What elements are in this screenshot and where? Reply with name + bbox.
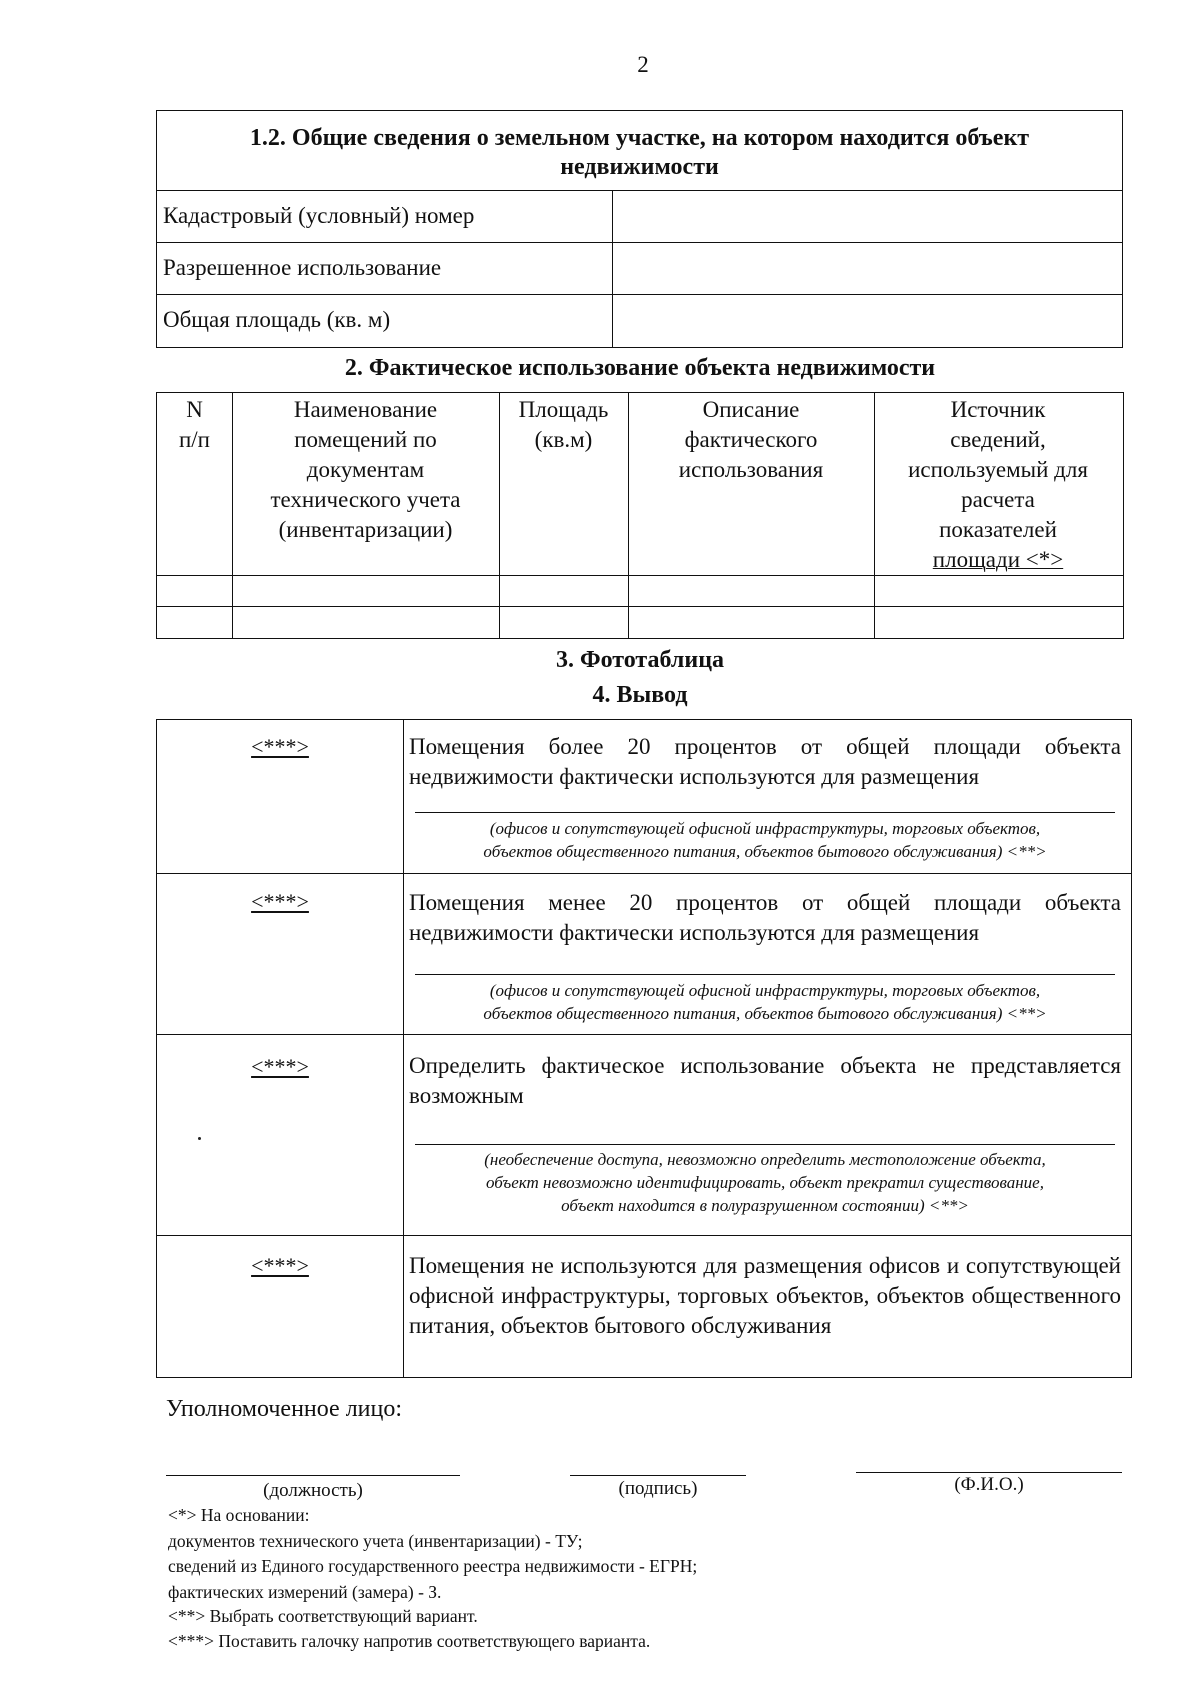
header-line: показателей (939, 517, 1057, 542)
option-text: Определить фактическое использование объекта не представляется возможным (409, 1053, 1121, 1108)
total-area-value[interactable] (612, 295, 1123, 347)
row-label: Разрешенное использование (163, 255, 442, 280)
header-line: площади <*> (932, 547, 1064, 572)
row-divider (157, 1034, 1131, 1035)
option-checkbox[interactable]: <***> (251, 889, 309, 914)
position-label: (должность) (263, 1480, 363, 1501)
scan-speck (198, 1137, 201, 1140)
header-description (628, 395, 874, 485)
header-line: п/п (178, 427, 210, 452)
section-3-title: 3. Фототаблица (555, 647, 725, 673)
footnote: <**> Выбрать соответствующий вариант. (168, 1606, 478, 1626)
row-divider (157, 606, 1123, 607)
option-checkbox[interactable]: <***> (251, 734, 309, 759)
footnote: <***> Поставить галочку напротив соответствующего варианта. (168, 1631, 651, 1651)
option-checkbox[interactable]: <***> (251, 1253, 309, 1278)
header-line: документам (306, 457, 425, 482)
title-line-2: недвижимости (560, 154, 719, 180)
row-label: Кадастровый (условный) номер (163, 203, 475, 228)
header-line: используемый для (908, 457, 1088, 482)
title-line-1: 1.2. Общие сведения о земельном участке, на котором находится объект (249, 125, 1030, 151)
option-checkbox[interactable]: <***> (251, 1054, 309, 1079)
header-line: использования (678, 457, 824, 482)
full-name-label: (Ф.И.О.) (954, 1474, 1024, 1495)
actual-use-table (156, 392, 1124, 639)
row-divider (157, 575, 1123, 576)
authorized-person-label: Уполномоченное лицо: (166, 1396, 403, 1422)
page-number: 2 (637, 52, 649, 77)
header-line: Наименование (293, 397, 438, 422)
full-name-line[interactable] (856, 1472, 1122, 1473)
table-row-permitted-use (157, 243, 1122, 295)
column-divider (403, 720, 404, 1377)
footnote: документов технического учета (инвентаризации) - ТУ; (168, 1531, 583, 1551)
table-row-total-area (157, 295, 1122, 347)
option-note (409, 979, 1121, 1025)
footnote: сведений из Единого государственного реестра недвижимости - ЕГРН; (168, 1556, 698, 1576)
header-line: (кв.м) (534, 427, 593, 452)
cadastral-number-value[interactable] (612, 191, 1123, 242)
signature-line[interactable] (570, 1475, 746, 1476)
header-num (157, 395, 232, 455)
position-line[interactable] (166, 1475, 460, 1476)
option-text: Помещения не используются для размещения офисов и сопутствующей офисной инфраструктуры, торговых объектов, объектов общественного питания, объектов бытового обслуживания (409, 1253, 1121, 1338)
header-line: Площадь (518, 397, 609, 422)
note-line: объект невозможно идентифицировать, объект прекратил существование, (486, 1173, 1044, 1192)
option-text: Помещения более 20 процентов от общей площади объекта недвижимости фактически используются для размещения (409, 734, 1121, 789)
permitted-use-value[interactable] (612, 243, 1123, 294)
row-divider (157, 873, 1131, 874)
footnote: фактических измерений (замера) - З. (168, 1582, 442, 1602)
row-divider (157, 1235, 1131, 1236)
note-line: объектов общественного питания, объектов бытового обслуживания) <**> (483, 842, 1047, 861)
option-text: Помещения менее 20 процентов от общей площади объекта недвижимости фактически используются для размещения (409, 890, 1121, 945)
header-name (232, 395, 499, 545)
note-line: объект находится в полуразрушенном состоянии) <**> (561, 1196, 969, 1215)
footnote: <*> На основании: (168, 1505, 310, 1525)
table-row-cadastral (157, 191, 1122, 243)
header-line: Описание (702, 397, 800, 422)
fill-in-line (415, 812, 1115, 813)
fill-in-line (415, 1144, 1115, 1145)
note-line: объектов общественного питания, объектов бытового обслуживания) <**> (483, 1004, 1047, 1023)
header-line: N (186, 397, 203, 422)
header-line: расчета (961, 487, 1035, 512)
conclusion-table (156, 719, 1132, 1378)
row-label: Общая площадь (кв. м) (163, 307, 391, 332)
header-area (499, 395, 628, 455)
signature-label: (подпись) (618, 1478, 698, 1499)
header-line: технического учета (270, 487, 461, 512)
option-note (409, 1148, 1121, 1217)
fill-in-line (415, 974, 1115, 975)
note-line: (необеспечение доступа, невозможно определить местоположение объекта, (484, 1150, 1046, 1169)
header-line: сведений, (950, 427, 1046, 452)
option-note (409, 817, 1121, 863)
land-plot-table (156, 110, 1123, 348)
note-line: (офисов и сопутствующей офисной инфраструктуры, торговых объектов, (489, 981, 1041, 1000)
land-plot-table-title (157, 111, 1122, 191)
note-line: (офисов и сопутствующей офисной инфраструктуры, торговых объектов, (489, 819, 1041, 838)
header-line: Источник (950, 397, 1046, 422)
header-source (874, 395, 1122, 575)
header-line: фактического (684, 427, 818, 452)
header-line: помещений по (294, 427, 437, 452)
section-2-title: 2. Фактическое использование объекта недвижимости (344, 355, 936, 381)
section-4-title: 4. Вывод (592, 682, 688, 708)
header-line: (инвентаризации) (278, 517, 453, 542)
